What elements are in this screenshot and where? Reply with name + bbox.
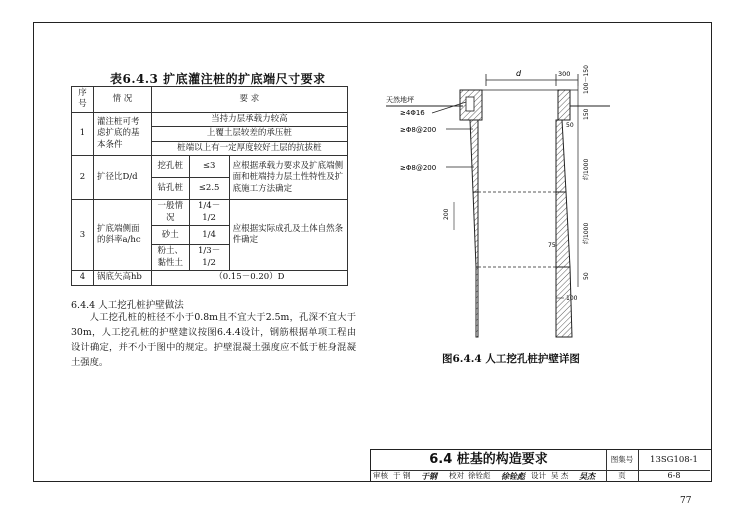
label-75: 75 [548,242,556,249]
atlas-number: 13SG108-1 [638,450,710,471]
label-rebar-4d16: ≥4Φ16 [400,109,425,117]
signature-row [371,470,607,482]
row1-req1: 当持力层承载力较高 [151,112,347,126]
review-label: 审核 [373,471,388,480]
designer-name: 吴 杰 [551,471,569,480]
figure-caption: 图6.4.4 人工挖孔桩护壁详图 [442,353,580,365]
row3-val3: 1/3－1/2 [189,245,229,271]
label-200: 200 [443,208,450,220]
table-row [72,156,348,178]
designer-signature: 吴杰 [579,471,595,481]
page-number: 77 [680,496,692,506]
label-50b: 50 [583,272,590,280]
row3-situation: 扩底端侧面的斜率a/hc [93,200,151,271]
row4-no: 4 [72,271,94,285]
header-requirement: 要 求 [151,87,347,113]
row3-sub1: 一般情况 [151,200,189,226]
label-d: d [516,69,522,78]
row3-val2: 1/4 [189,226,229,245]
page-code: 6-8 [667,471,681,480]
label-300: 300 [558,70,571,78]
row3-val1: 1/4－1/2 [189,200,229,226]
row2-val2: ≤2.5 [189,178,229,200]
check-label: 校对 [449,471,464,480]
checker-name: 徐铨彪 [468,471,491,480]
table-title: 表6.4.3 扩底灌注桩的扩底端尺寸要求 [110,72,326,86]
section-heading: 6.4.4 人工挖孔桩护壁做法 [71,300,184,311]
row4-situation: 锅底矢高hb [93,271,151,285]
reviewer-signature: 于钢 [421,471,437,481]
row2-situation: 扩径比D/d [93,156,151,200]
label-rebar-d8-2: ≥Φ8@200 [400,164,437,172]
wall-segment-right-2 [556,192,570,267]
section-body: 人工挖孔桩的桩径不小于0.8m且不宜大于2.5m，孔深不宜大于30m，人工挖孔桩的护壁建议按图6.4.4设计，钢筋根据单项工程由设计确定，并不小于图中的规定。护壁混凝土强度应不低于桩身混凝土强度。 [71,312,356,368]
row2-val1: ≤3 [189,156,229,178]
header-no: 序号 [72,87,94,113]
label-ground: 天然地坪 [386,96,414,104]
row3-no: 3 [72,200,94,271]
label-50a: 50 [566,122,574,129]
row2-note: 应根据承载力要求及扩底端侧面和桩端持力层土性特性及扩底施工方法确定 [229,156,347,200]
label-1000b: 约1000 [583,222,590,244]
row3-note: 应根据实际成孔及土体自然条件确定 [229,200,347,271]
row1-situation: 灌注桩可考虑扩底的基本条件 [93,112,151,155]
row2-sub2: 钻孔桩 [151,178,189,200]
label-rebar-d8-1: ≥Φ8@200 [400,126,437,134]
row4-value: （0.15－0.20）D [151,271,347,285]
row1-req3: 桩端以上有一定厚度较好土层的抗拔桩 [151,141,347,155]
table-row [72,271,348,285]
title-block [370,449,712,482]
titleblock-title: 6.4 桩基的构造要求 [371,450,607,471]
row2-sub1: 挖孔桩 [151,156,189,178]
reviewer-name: 于 钢 [393,471,411,480]
wall-segment-left-2 [473,192,478,267]
table-header-row [72,87,348,113]
wall-segment-right-1 [556,120,566,192]
wall-segment-left-1 [470,120,478,192]
atlas-label: 图集号 [606,450,639,471]
table-row [72,112,348,126]
design-label: 设计 [531,471,546,480]
header-situation: 情 况 [93,87,151,113]
label-100-150: 100～150 [583,65,590,94]
pile-wall-detail-figure [378,62,618,347]
checker-signature: 徐铨彪 [501,471,525,481]
page-label: 页 [606,470,639,482]
label-100: 100 [566,295,578,302]
table-row [72,200,348,226]
row3-sub3: 粉土、黏性土 [151,245,189,271]
dimension-table [71,86,348,286]
row2-no: 2 [72,156,94,200]
row1-req2: 上覆土层较差的承压桩 [151,127,347,141]
label-150: 150 [583,108,590,120]
row1-no: 1 [72,112,94,155]
row3-sub2: 砂土 [151,226,189,245]
label-1000a: 约1000 [583,158,590,180]
